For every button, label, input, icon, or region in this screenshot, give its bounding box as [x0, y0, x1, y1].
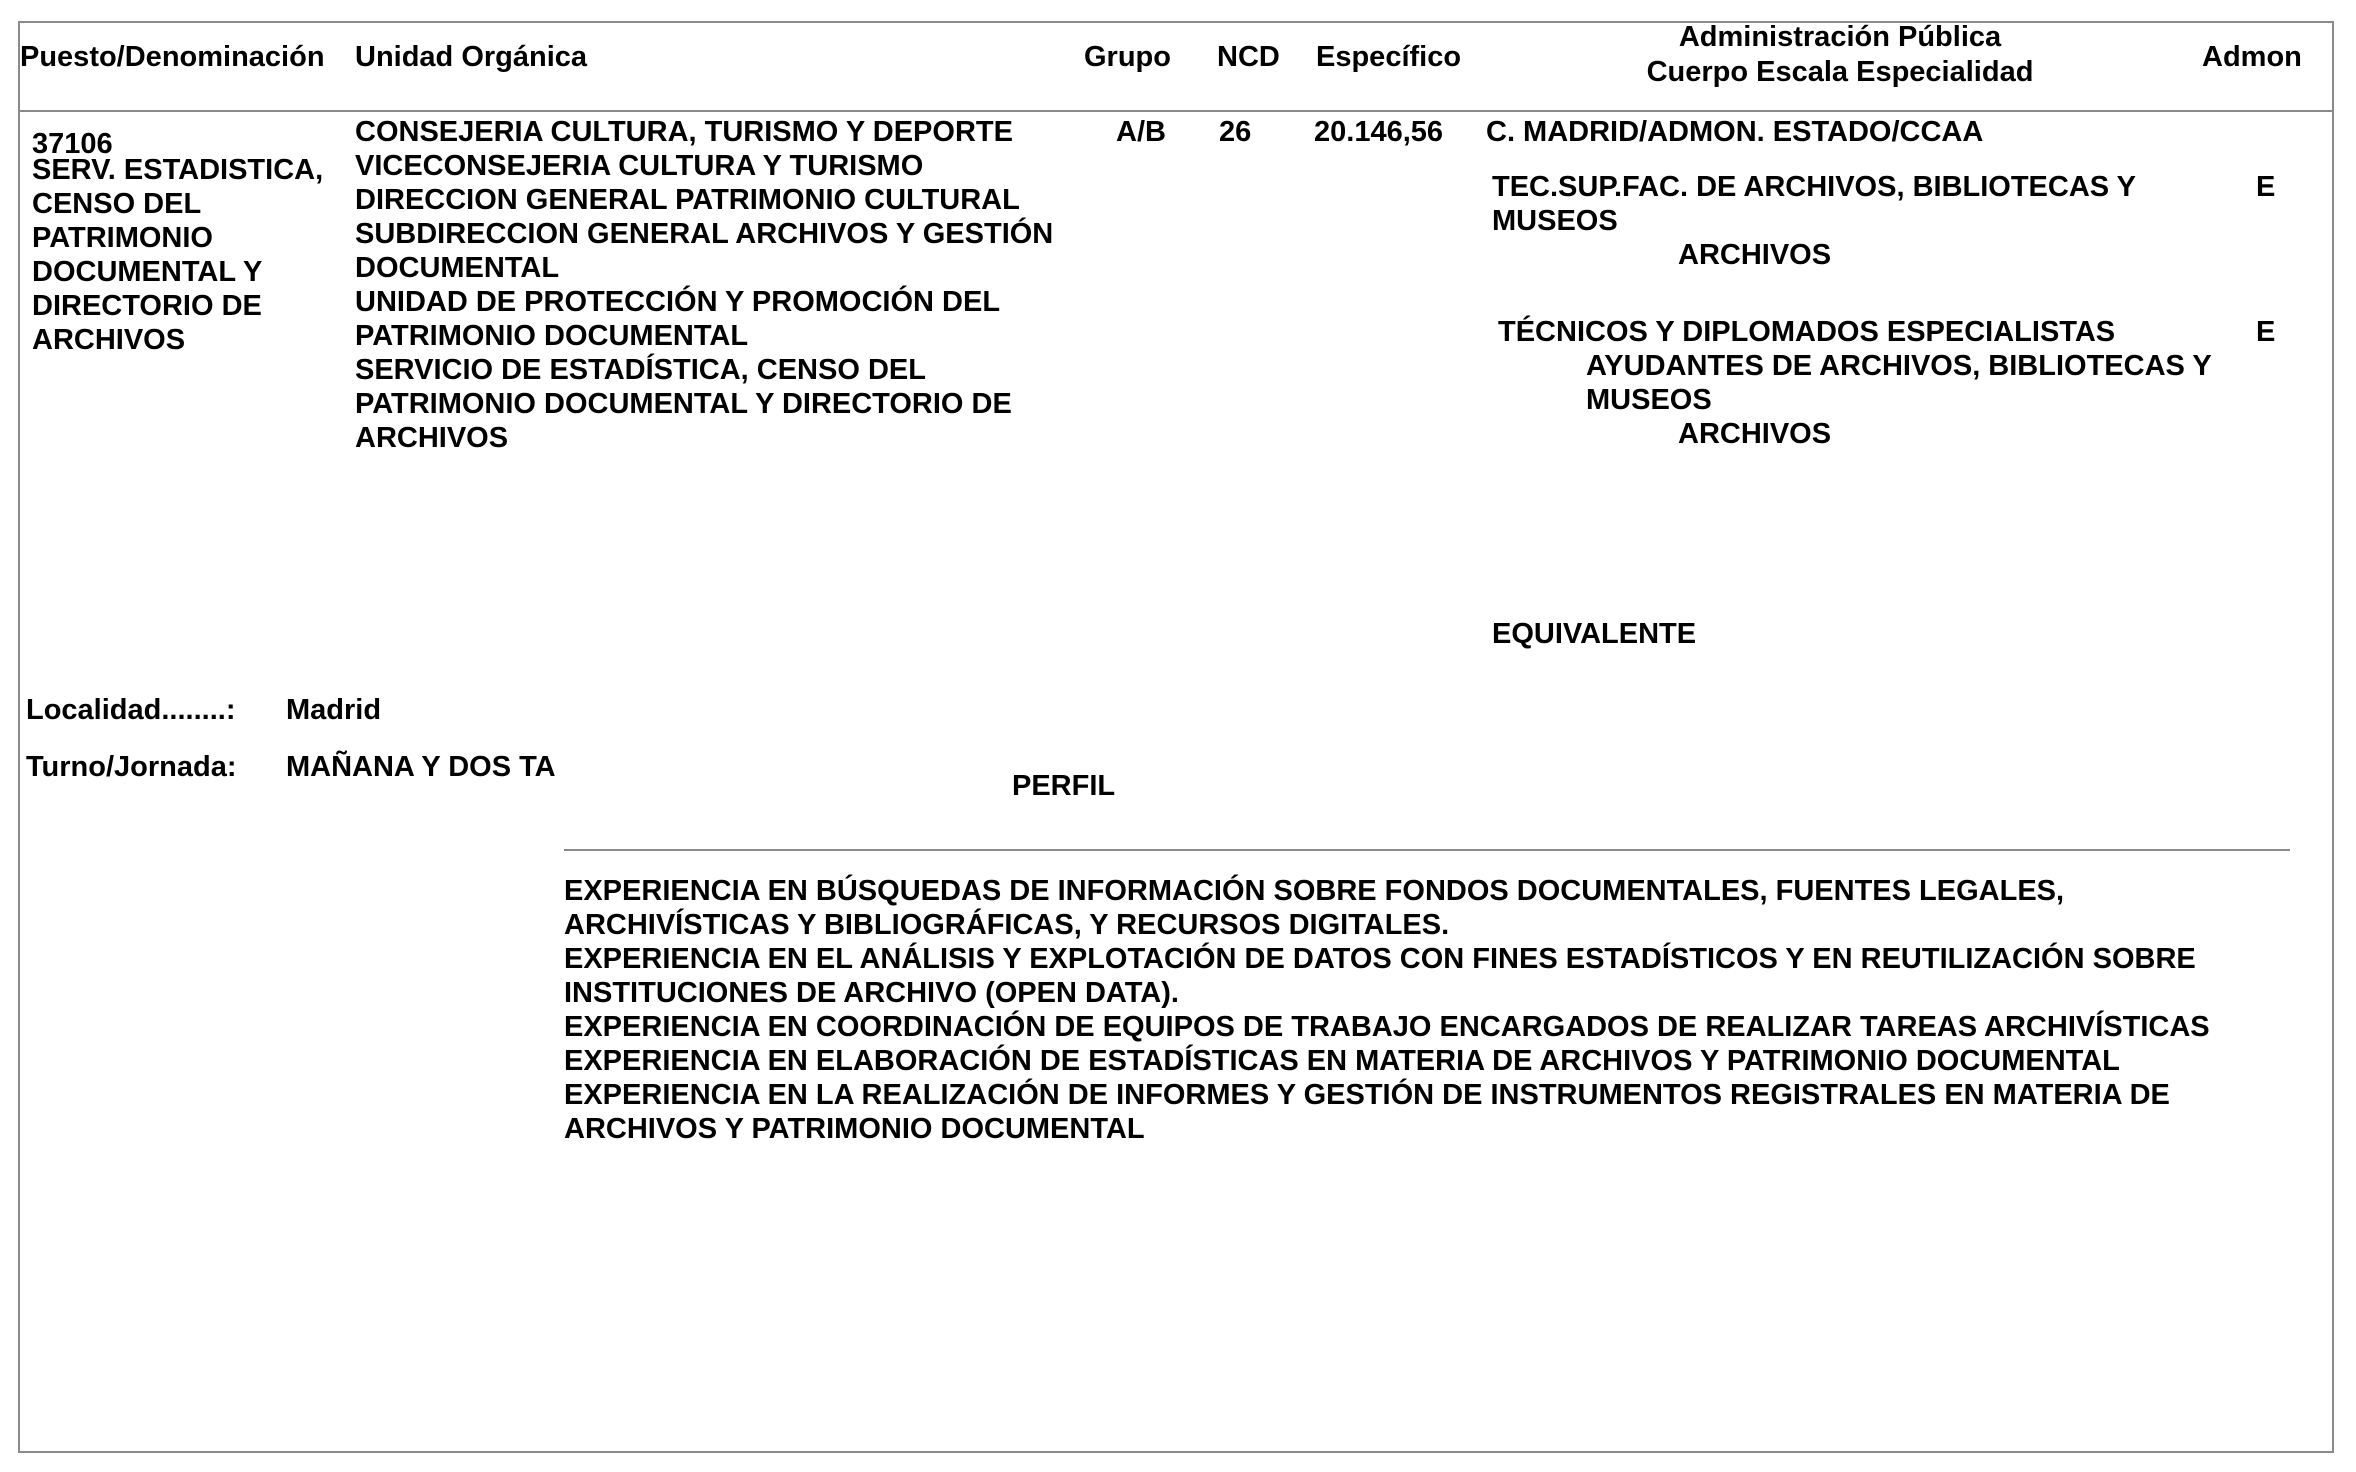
header-ncd: NCD: [1217, 41, 1280, 73]
unidad-line: VICECONSEJERIA CULTURA Y TURISMO: [355, 150, 924, 182]
perfil-line: EXPERIENCIA EN BÚSQUEDAS DE INFORMACIÓN SOBRE FONDOS DOCUMENTALES, FUENTES LEGALES,: [564, 875, 2065, 907]
unidad-line: DIRECCION GENERAL PATRIMONIO CULTURAL: [355, 184, 1020, 216]
unidad-line: UNIDAD DE PROTECCIÓN Y PROMOCIÓN DEL: [355, 286, 1001, 318]
header-puesto: Puesto/Denominación: [20, 41, 325, 73]
puesto-line: ARCHIVOS: [32, 324, 186, 356]
puesto-denominacion: [32, 153, 323, 357]
puesto-line: PATRIMONIO: [32, 222, 213, 254]
ncd-value: 26: [1219, 116, 1252, 148]
cuerpo1-line2: MUSEOS: [1492, 205, 1618, 237]
equivalente-label: EQUIVALENTE: [1492, 618, 1697, 650]
puesto-line: CENSO DEL: [32, 188, 202, 220]
localidad-label: Localidad........:: [26, 694, 236, 726]
header-admon: Admon: [2202, 41, 2302, 73]
header-unidad: Unidad Orgánica: [355, 41, 588, 73]
perfil-line: EXPERIENCIA EN ELABORACIÓN DE ESTADÍSTICAS EN MATERIA DE ARCHIVOS Y PATRIMONIO DOCUMENTAL: [564, 1045, 2120, 1077]
unidad-line: PATRIMONIO DOCUMENTAL Y DIRECTORIO DE: [355, 388, 1012, 420]
cuerpo2-escala-line2: MUSEOS: [1586, 384, 1712, 416]
unidad-line: PATRIMONIO DOCUMENTAL: [355, 320, 749, 352]
unidad-line: ARCHIVOS: [355, 422, 509, 454]
cuerpo2-especialidad: ARCHIVOS: [1678, 418, 1832, 450]
perfil-text: [564, 874, 2210, 1146]
turno-label: Turno/Jornada:: [26, 751, 237, 783]
cuerpo2-admon: E: [2256, 316, 2276, 348]
administracion-value: C. MADRID/ADMON. ESTADO/CCAA: [1486, 116, 1984, 148]
turno-value: MAÑANA Y DOS TA: [286, 751, 556, 783]
perfil-line: INSTITUCIONES DE ARCHIVO (OPEN DATA).: [564, 977, 1179, 1009]
puesto-code: 37106: [32, 128, 113, 160]
unidad-line: SUBDIRECCION GENERAL ARCHIVOS Y GESTIÓN: [355, 218, 1054, 250]
puesto-line: DOCUMENTAL Y: [32, 256, 263, 288]
header-grupo: Grupo: [1084, 41, 1171, 73]
perfil-line: EXPERIENCIA EN LA REALIZACIÓN DE INFORMES Y GESTIÓN DE INSTRUMENTOS REGISTRALES EN MATERIA DE: [564, 1079, 2170, 1111]
cuerpo1-admon: E: [2256, 171, 2276, 203]
perfil-title: PERFIL: [1012, 770, 1116, 802]
especifico-value: 20.146,56: [1314, 116, 1444, 148]
unidad-line: DOCUMENTAL: [355, 252, 560, 284]
header-especifico: Específico: [1316, 41, 1462, 73]
perfil-line: ARCHIVÍSTICAS Y BIBLIOGRÁFICAS, Y RECURSOS DIGITALES.: [564, 909, 1450, 941]
grupo-value: A/B: [1116, 116, 1166, 148]
cuerpo1-especialidad: ARCHIVOS: [1678, 239, 1832, 271]
localidad-value: Madrid: [286, 694, 382, 726]
unidad-organica: [355, 115, 1053, 455]
cuerpo2-cuerpo: TÉCNICOS Y DIPLOMADOS ESPECIALISTAS: [1498, 316, 2116, 348]
unidad-line: CONSEJERIA CULTURA, TURISMO Y DEPORTE: [355, 116, 1013, 148]
unidad-line: SERVICIO DE ESTADÍSTICA, CENSO DEL: [355, 354, 926, 386]
cuerpo1-line1: TEC.SUP.FAC. DE ARCHIVOS, BIBLIOTECAS Y: [1492, 171, 2137, 203]
perfil-line: EXPERIENCIA EN COORDINACIÓN DE EQUIPOS DE TRABAJO ENCARGADOS DE REALIZAR TAREAS ARCHIVÍSTICAS: [564, 1011, 2210, 1043]
puesto-line: SERV. ESTADISTICA,: [32, 154, 324, 186]
perfil-line: EXPERIENCIA EN EL ANÁLISIS Y EXPLOTACIÓN DE DATOS CON FINES ESTADÍSTICOS Y EN REUTILIZACIÓN SOBRE: [564, 943, 2196, 975]
header-cuerpo-escala: Cuerpo Escala Especialidad: [1646, 56, 2034, 88]
header-administracion: Administración Pública: [1678, 21, 2002, 53]
header-divider: [18, 110, 2334, 112]
cuerpo2-escala-line1: AYUDANTES DE ARCHIVOS, BIBLIOTECAS Y: [1586, 350, 2212, 382]
perfil-divider: [564, 849, 2290, 851]
puesto-line: DIRECTORIO DE: [32, 290, 262, 322]
perfil-line: ARCHIVOS Y PATRIMONIO DOCUMENTAL: [564, 1113, 1145, 1145]
